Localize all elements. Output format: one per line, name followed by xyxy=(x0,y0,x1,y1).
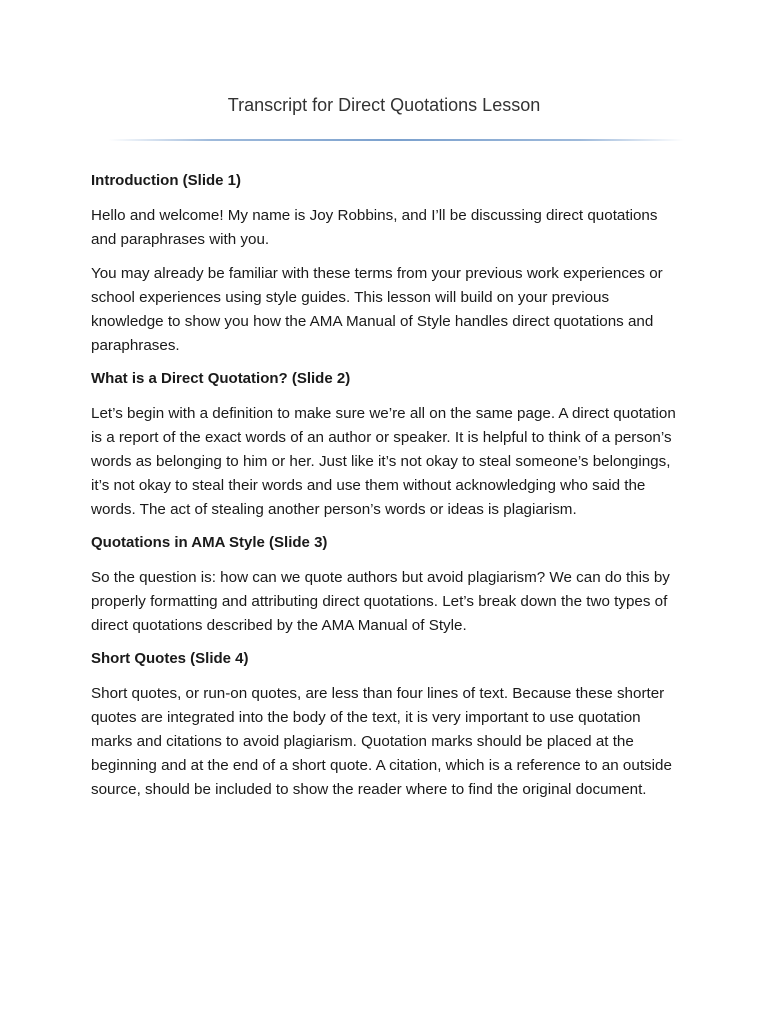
title-divider xyxy=(108,139,684,141)
document-body xyxy=(91,170,681,812)
section-direct-quotation xyxy=(91,368,681,522)
section-heading: Short Quotes (Slide 4) xyxy=(91,650,249,667)
paragraph: You may already be familiar with these terms from your previous work experiences or school experiences using style guides. This lesson will build on your previous knowledge to show you how the AMA Manual of Style handles direct quotations and paraphrases. xyxy=(91,265,663,354)
document-title: Transcript for Direct Quotations Lesson xyxy=(227,95,541,115)
section-heading: Introduction (Slide 1) xyxy=(91,172,241,189)
paragraph: Hello and welcome! My name is Joy Robbins, and I’ll be discussing direct quotations and paraphrases with you. xyxy=(91,207,658,248)
section-ama-style xyxy=(91,532,681,638)
paragraph: So the question is: how can we quote authors but avoid plagiarism? We can do this by properly formatting and attributing direct quotations. Let’s break down the two types of direct quotations described by the AMA Manual of Style. xyxy=(91,569,670,634)
section-introduction xyxy=(91,170,681,358)
paragraph: Let’s begin with a definition to make sure we’re all on the same page. A direct quotation is a report of the exact words of an author or speaker. It is helpful to think of a person’s words as belonging to him or her. Just like it’s not okay to steal someone’s belongings, it’s not okay to steal their words and use them without acknowledging who said the words. The act of stealing another person’s words or ideas is plagiarism. xyxy=(91,405,676,518)
section-heading: Quotations in AMA Style (Slide 3) xyxy=(91,534,328,551)
section-short-quotes xyxy=(91,648,681,802)
paragraph: Short quotes, or run-on quotes, are less than four lines of text. Because these shorter quotes are integrated into the body of the text, it is very important to use quotation marks and citations to avoid plagiarism. Quotation marks should be placed at the beginning and at the end of a short quote. A citation, which is a reference to an outside source, should be included to show the reader where to find the original document. xyxy=(91,685,672,798)
section-heading: What is a Direct Quotation? (Slide 2) xyxy=(91,370,351,387)
